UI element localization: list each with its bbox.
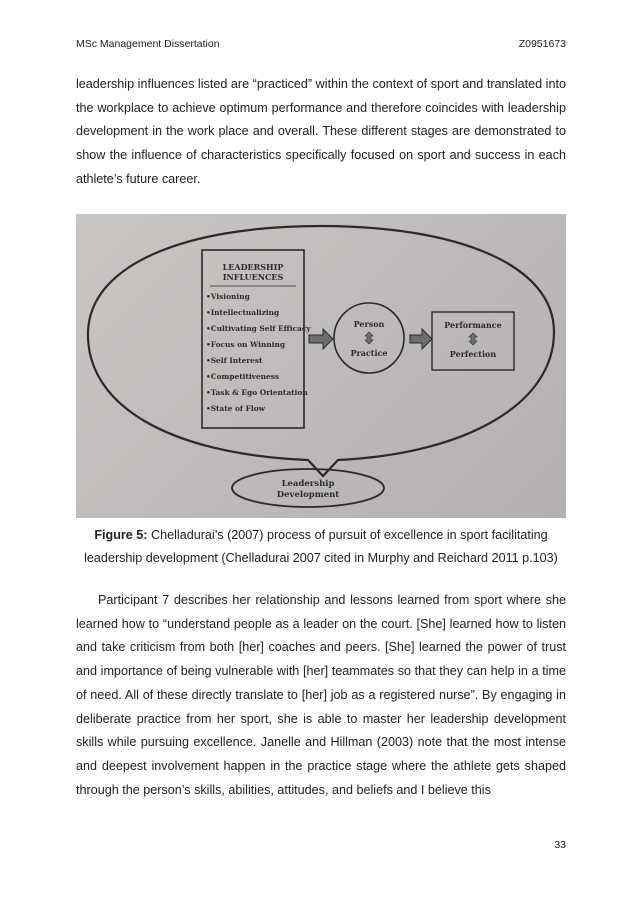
influence-item: •State of Flow bbox=[206, 404, 265, 413]
influence-item: •Focus on Winning bbox=[206, 340, 286, 349]
figure-caption-line-2: leadership development (Chelladurai 2007 cited in Murphy and Reichard 2011 p.103) bbox=[84, 551, 558, 565]
figure-photo bbox=[76, 214, 566, 518]
development-label-1: Leadership bbox=[281, 479, 335, 489]
figure-diagram bbox=[76, 214, 566, 518]
arrow-right-icon bbox=[309, 329, 333, 349]
person-label: Person bbox=[353, 319, 385, 329]
influence-item: •Competitiveness bbox=[206, 372, 280, 381]
arrow-right-icon bbox=[410, 329, 432, 349]
paragraph-intro: leadership influences listed are “practiced” within the context of sport and translated into the workplace to achieve optimum performance and therefore coincides with leadership development in the work place and overall. These different stages are demonstrated to show the influence of characteristics specifically focused on sport and success in each athlete’s future career. bbox=[76, 77, 566, 186]
box-title-2: INFLUENCES bbox=[222, 272, 284, 282]
double-arrow-icon bbox=[365, 332, 373, 344]
perfection-label: Perfection bbox=[449, 349, 497, 359]
influence-item: •Task & Ego Orientation bbox=[206, 388, 308, 397]
practice-label: Practice bbox=[350, 348, 388, 358]
paragraph-participant-7: Participant 7 describes her relationship and lessons learned from sport where she learned how to “understand people as a leader on the court. [She] learned how to listen and take criticism from both [her] coaches and peers. [She] learned the power of trust and importance of being vulnerable with [her] teammates so that they can help in a time of need. All of these directly translate to [her] job as a registered nurse”. By engaging in deliberate practice from her sport, she is able to master her leadership development skills while pursuing excellence. Janelle and Hillman (2003) note that the most intense and deepest involvement happen in the practice stage where the athlete gets shaped through the person’s skills, abilities, attitudes, and beliefs and I believe this bbox=[76, 593, 566, 797]
double-arrow-icon bbox=[469, 333, 477, 345]
influence-item: •Self Interest bbox=[206, 356, 263, 365]
influence-item: •Visioning bbox=[206, 292, 250, 301]
performance-label: Performance bbox=[444, 320, 502, 330]
figure-label: Figure 5: bbox=[94, 528, 148, 542]
box-title-1: LEADERSHIP bbox=[222, 262, 284, 272]
page-header bbox=[76, 38, 566, 54]
header-title: MSc Management Dissertation bbox=[76, 38, 220, 50]
figure-caption-line-1 bbox=[76, 528, 566, 542]
header-student-id: Z0951673 bbox=[518, 38, 566, 50]
development-label-2: Development bbox=[276, 490, 340, 500]
influence-item: •Intellectualizing bbox=[206, 308, 280, 317]
influence-item: •Cultivating Self Efficacy bbox=[206, 324, 311, 333]
page-number: 33 bbox=[554, 839, 566, 851]
caption-text-1: Chelladurai’s (2007) process of pursuit of excellence in sport facilitating bbox=[147, 528, 548, 542]
